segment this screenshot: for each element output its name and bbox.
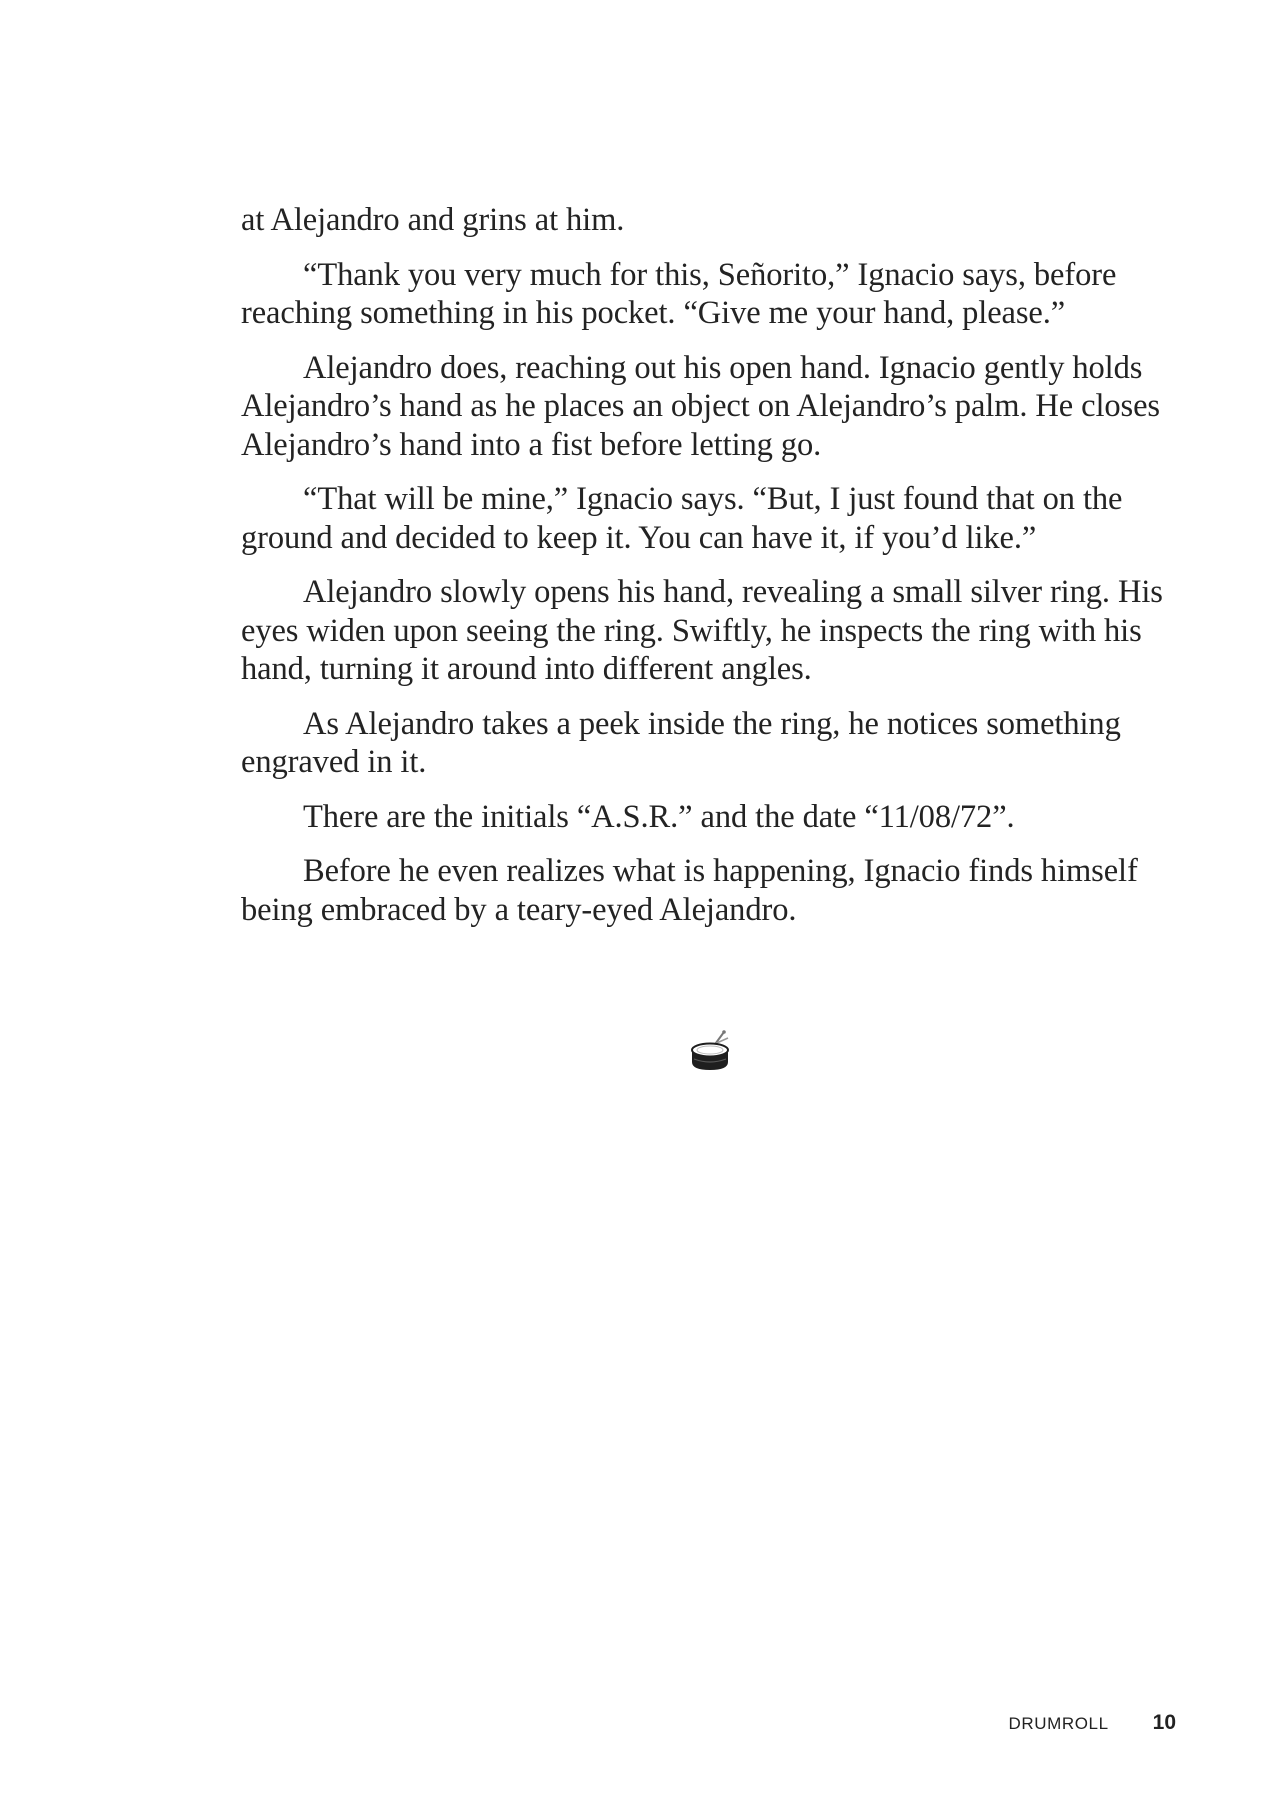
paragraph: Before he even realizes what is happening, Ignacio finds himself being embraced by a teary-eyed Alejandro. [241, 853, 1138, 928]
drum-icon [686, 1028, 736, 1076]
page-body [241, 201, 1181, 945]
page-footer [1008, 1711, 1176, 1735]
page-number: 10 [1152, 1711, 1176, 1734]
paragraph: Alejandro does, reaching out his open hand. Ignacio gently holds Alejandro’s hand as he places an object on Alejandro’s palm. He closes Alejandro’s hand into a fist before letting go. [241, 349, 1160, 463]
paragraph: There are the initials “A.S.R.” and the date “11/08/72”. [303, 798, 1015, 835]
paragraph: As Alejandro takes a peek inside the ring, he notices something engraved in it. [241, 705, 1121, 780]
running-title: DRUMROLL [1008, 1714, 1109, 1733]
paragraph-continuation: at Alejandro and grins at him. [241, 202, 625, 238]
paragraph: “Thank you very much for this, Señorito,” Ignacio says, before reaching something in his pocket. “Give me your hand, please.” [241, 256, 1117, 331]
paragraph: Alejandro slowly opens his hand, revealing a small silver ring. His eyes widen upon seeing the ring. Swiftly, he inspects the ring with his hand, turning it around into different angles. [241, 574, 1163, 687]
paragraph: “That will be mine,” Ignacio says. “But, I just found that on the ground and decided to keep it. You can have it, if you’d like.” [241, 481, 1123, 556]
